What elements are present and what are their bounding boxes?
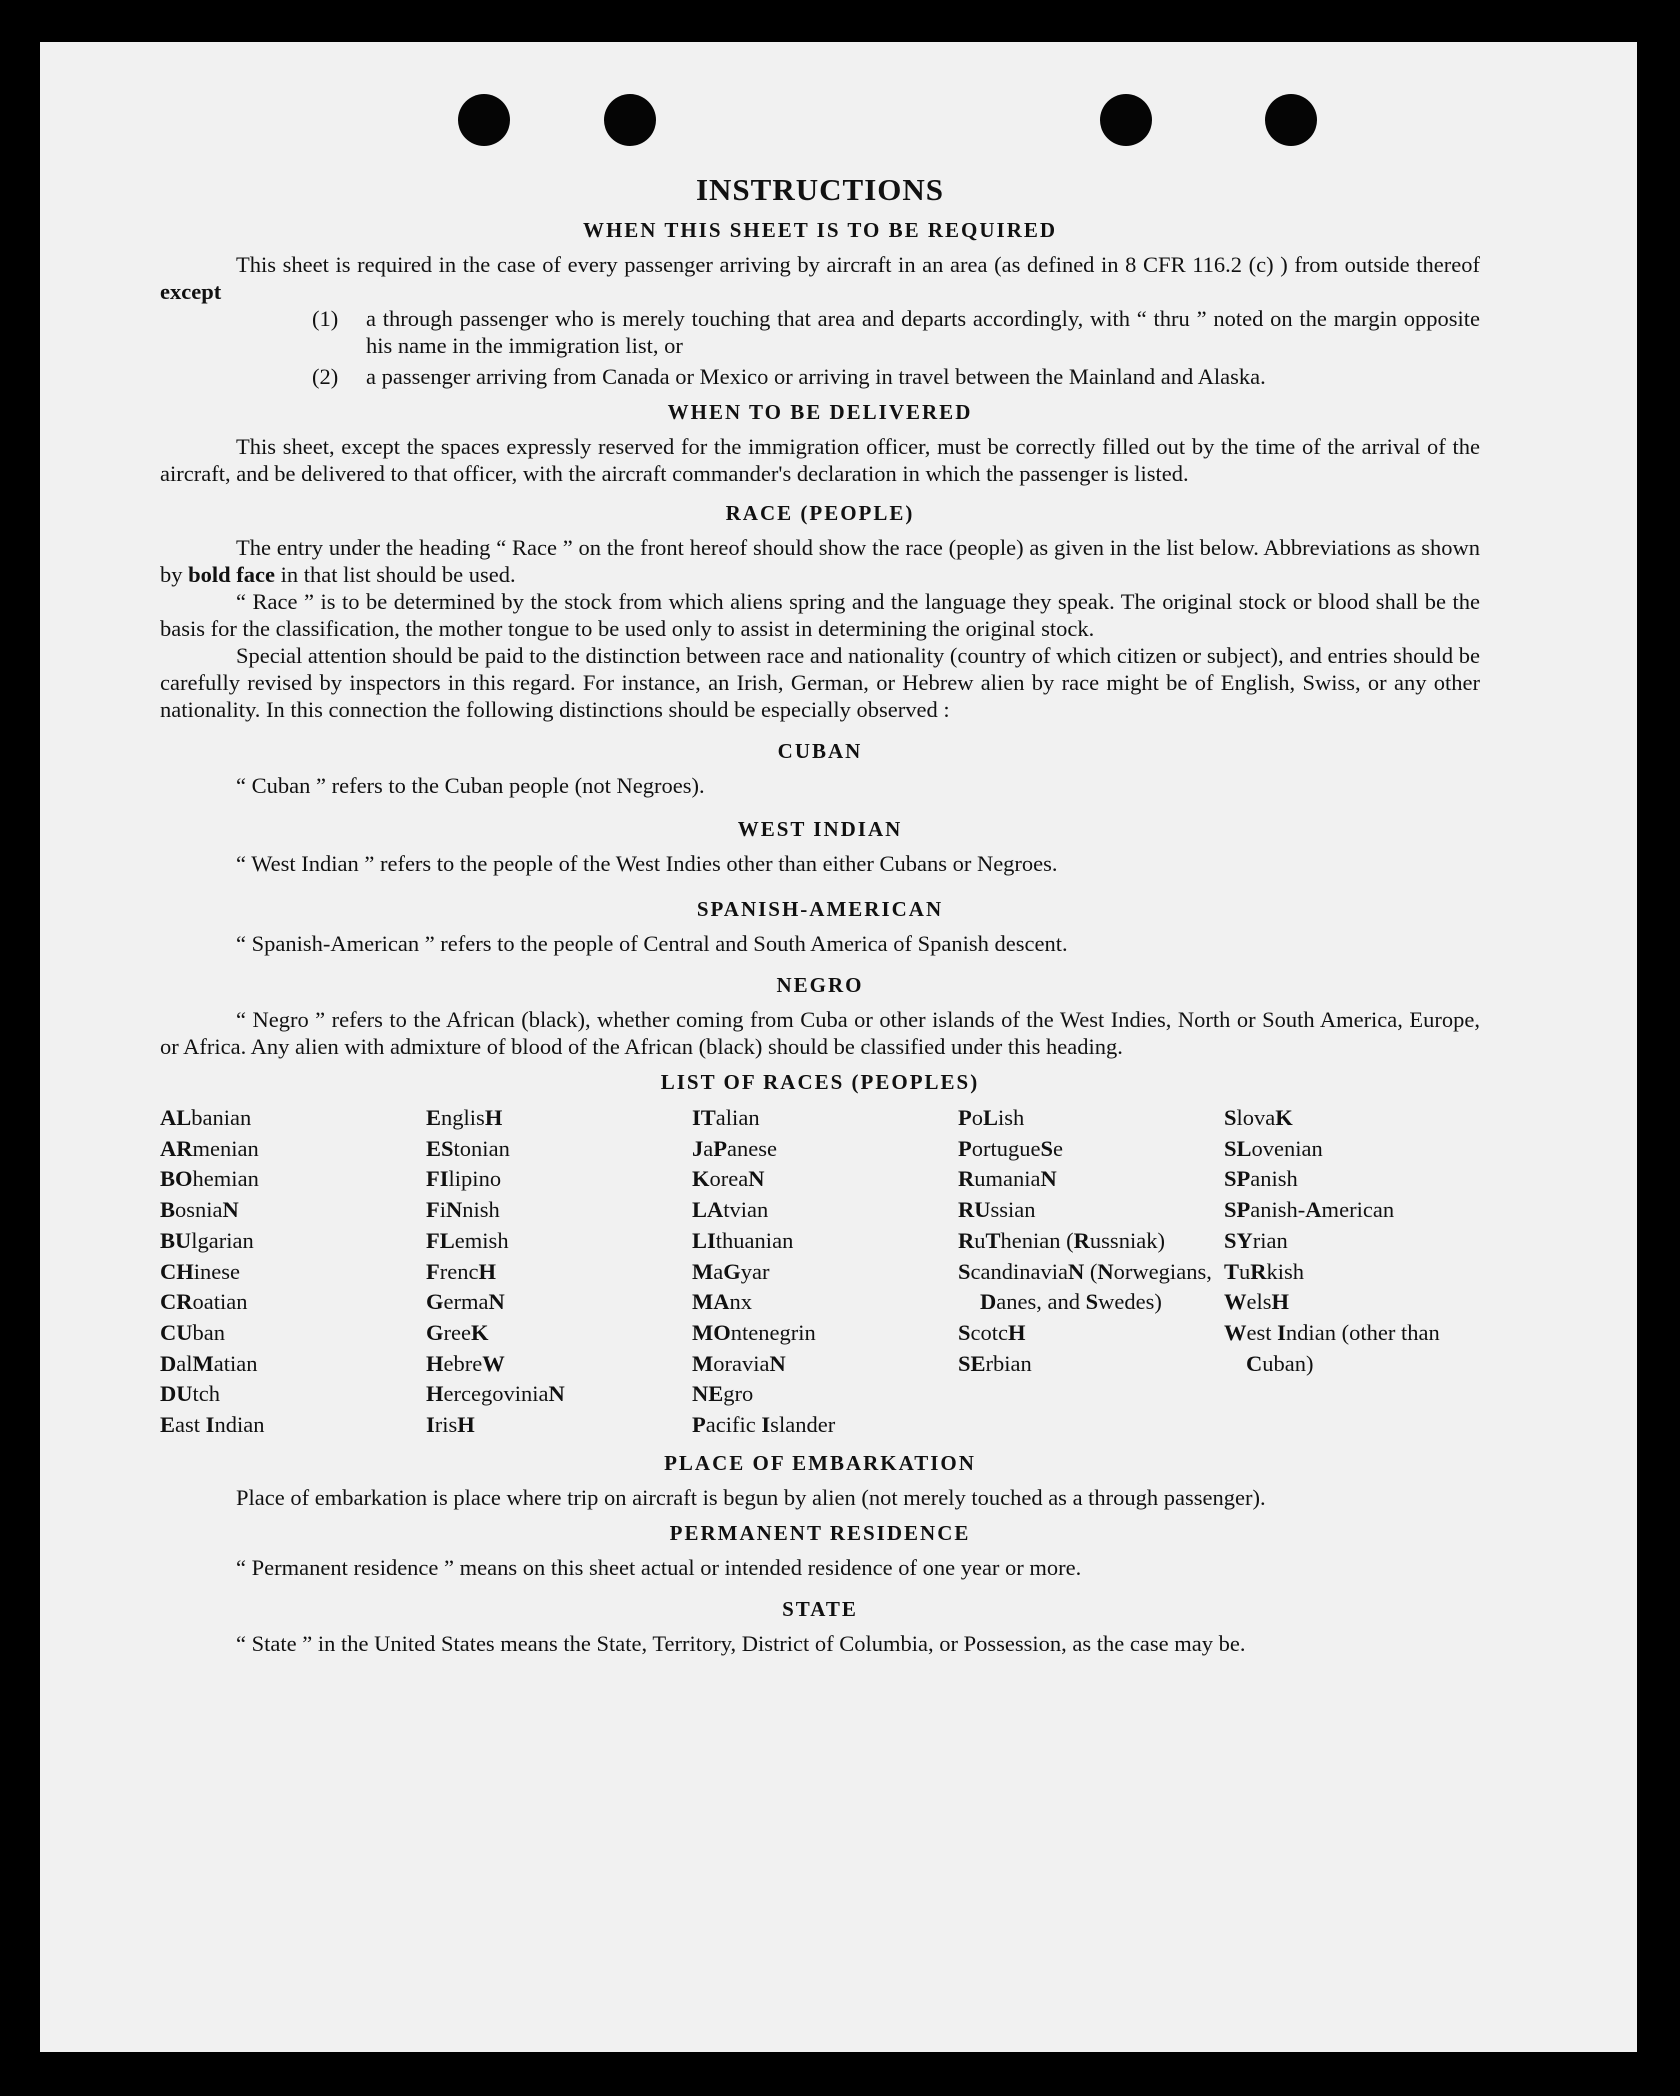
heading-race: RACE (PEOPLE) xyxy=(725,501,915,525)
required-paragraph: This sheet is required in the case of every passenger arriving by aircraft in an area (as defined in 8 CFR 116.2 (c) ) from outside thereof except xyxy=(160,252,1480,304)
race-entry: HebreW xyxy=(426,1350,505,1376)
race-entry: GreeK xyxy=(426,1319,489,1345)
heading-required: WHEN THIS SHEET IS TO BE REQUIRED xyxy=(582,218,1058,242)
delivered-paragraph: This sheet, except the spaces expressly reserved for the immigration officer, must be correctly filled out by the time of the arrival of the aircraft, and be delivered to that officer, with the aircraft commander's declaration in which the passenger is listed. xyxy=(160,434,1480,486)
races-column xyxy=(160,1103,426,1441)
race-entry: RumaniaN xyxy=(958,1166,1057,1192)
races-column xyxy=(1224,1103,1444,1441)
heading-list-of-races: LIST OF RACES (PEOPLES) xyxy=(660,1070,980,1094)
race-entry: FIlipino xyxy=(426,1166,502,1192)
race-entry: BOhemian xyxy=(160,1166,259,1192)
race-entry: FrencH xyxy=(426,1258,497,1284)
race-entry: EStonian xyxy=(426,1135,510,1161)
race-entry: FLemish xyxy=(426,1227,509,1253)
races-column xyxy=(958,1103,1224,1441)
heading-embarkation: PLACE OF EMBARKATION xyxy=(664,1450,976,1475)
negro-paragraph: “ Negro ” refers to the African (black), whether coming from Cuba or other islands of the West Indies, North or South America, Europe, or Africa. Any alien with admixture of blood of the African (black) should be classified under this heading. xyxy=(160,1007,1480,1059)
race-entry: FiNnish xyxy=(426,1197,500,1223)
race-entry: East Indian xyxy=(160,1412,265,1438)
race-entry: DalMatian xyxy=(160,1350,258,1376)
west-indian-paragraph: “ West Indian ” refers to the people of the West Indies other than either Cubans or Negroes. xyxy=(236,851,1058,876)
race-entry: CUban xyxy=(160,1319,225,1345)
race-entry: Pacific Islander xyxy=(692,1412,836,1438)
race-entry: RUssian xyxy=(958,1197,1036,1223)
race-entry: MOntenegrin xyxy=(692,1319,816,1345)
exception-item: (1) a through passenger who is merely touching that area and departs accordingly, with “ thru ” noted on the margin opposite his name in the immigration list, or xyxy=(312,306,1480,358)
race-entry: SPanish xyxy=(1224,1166,1298,1192)
heading-negro: NEGRO xyxy=(776,973,864,997)
race-entry: WelsH xyxy=(1224,1289,1290,1315)
race-entry: CRoatian xyxy=(160,1289,248,1315)
race-entry: KoreaN xyxy=(692,1166,765,1192)
race-entry: MaGyar xyxy=(692,1258,770,1284)
race-entry: ARmenian xyxy=(160,1135,259,1161)
cuban-paragraph: “ Cuban ” refers to the Cuban people (not Negroes). xyxy=(236,773,705,798)
heading-delivered: WHEN TO BE DELIVERED xyxy=(667,400,973,424)
embarkation-paragraph: Place of embarkation is place where trip on aircraft is begun by alien (not merely touched as a through passenger). xyxy=(236,1484,1266,1510)
race-entry: CHinese xyxy=(160,1258,241,1284)
race-entry: PortugueSe xyxy=(958,1135,1064,1161)
instructions-body xyxy=(160,130,1480,1657)
race-entry: PoLish xyxy=(958,1105,1025,1130)
race-entry: LIthuanian xyxy=(692,1227,794,1253)
heading-state: STATE xyxy=(782,1596,858,1621)
race-paragraph-2: “ Race ” is to be determined by the stock from which aliens spring and the language they speak. The original stock or blood shall be the basis for the classification, the mother tongue to be used only to assist in determining the original stock. xyxy=(160,589,1480,641)
heading-cuban: CUBAN xyxy=(777,739,863,763)
races-column xyxy=(692,1103,958,1441)
race-entry: SPanish-American xyxy=(1224,1197,1395,1223)
heading-permanent-residence: PERMANENT RESIDENCE xyxy=(669,1520,971,1545)
race-entry: MoraviaN xyxy=(692,1350,786,1376)
race-entry: IrisH xyxy=(426,1412,475,1438)
spanish-american-paragraph: “ Spanish-American ” refers to the people of Central and South America of Spanish descent. xyxy=(236,931,1068,956)
race-entry: SlovaK xyxy=(1224,1105,1293,1130)
race-entry: RuThenian (Russniak) xyxy=(958,1227,1165,1253)
race-entry: ScotcH xyxy=(958,1319,1026,1345)
race-entry: HercegoviniaN xyxy=(426,1381,565,1407)
race-entry: ITalian xyxy=(692,1105,760,1130)
race-entry: DUtch xyxy=(160,1381,221,1407)
race-entry: JaPanese xyxy=(692,1135,778,1161)
race-entry: EnglisH xyxy=(426,1105,503,1130)
race-paragraph-3: Special attention should be paid to the distinction between race and nationality (country of which citizen or subject), and entries should be carefully revised by inspectors in this regard. For instance, an Irish, German, or Hebrew alien by race might be of English, Swiss, or any other nationality. In this connection the following distinctions should be especially observed : xyxy=(160,643,1480,722)
race-entry: SLovenian xyxy=(1224,1135,1323,1161)
race-entry: BUlgarian xyxy=(160,1227,254,1253)
races-list xyxy=(160,1103,1480,1441)
race-entry: TuRkish xyxy=(1224,1258,1305,1284)
race-paragraph-1: The entry under the heading “ Race ” on the front hereof should show the race (people) as given in the list below. Abbreviations as shown by bold face in that list should be used. xyxy=(160,535,1480,587)
race-entry: MAnx xyxy=(692,1289,752,1315)
race-entry: BosniaN xyxy=(160,1197,239,1223)
heading-spanish-american: SPANISH-AMERICAN xyxy=(696,897,944,921)
race-entry: ALbanian xyxy=(160,1105,252,1130)
race-entry: ScandinaviaN (Norwegians, Danes, and Swedes) xyxy=(958,1258,1212,1315)
race-entry: LAtvian xyxy=(692,1197,769,1223)
race-entry: West Indian (other than Cuban) xyxy=(1224,1319,1440,1376)
race-entry: SErbian xyxy=(958,1350,1032,1376)
residence-paragraph: “ Permanent residence ” means on this sheet actual or intended residence of one year or more. xyxy=(236,1554,1082,1580)
heading-west-indian: WEST INDIAN xyxy=(737,817,903,841)
race-entry: NEgro xyxy=(692,1381,754,1407)
exception-item: (2) a passenger arriving from Canada or Mexico or arriving in travel between the Mainland and Alaska. xyxy=(312,364,1266,389)
race-entry: GermaN xyxy=(426,1289,505,1315)
page-title: INSTRUCTIONS xyxy=(695,172,944,207)
races-column xyxy=(426,1103,692,1441)
race-entry: SYrian xyxy=(1224,1227,1288,1253)
state-paragraph: “ State ” in the United States means the State, Territory, District of Columbia, or Possession, as the case may be. xyxy=(236,1630,1246,1656)
